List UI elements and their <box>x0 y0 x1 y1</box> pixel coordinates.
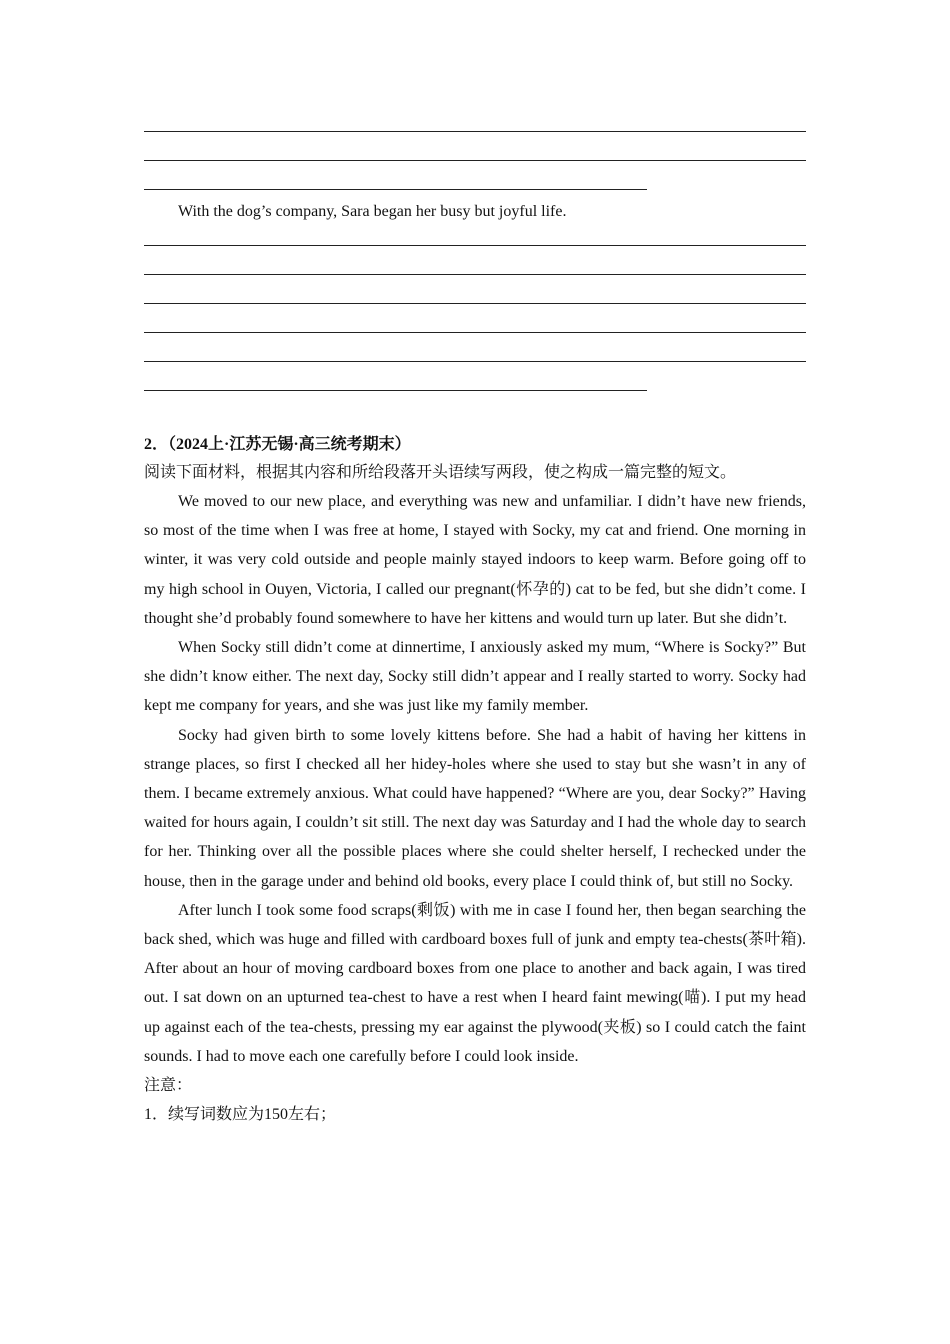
question-block <box>144 432 806 1129</box>
answer-line <box>144 160 806 161</box>
passage-paragraph: We moved to our new place, and everything was new and unfamiliar. I didn’t have new friends, so most of the time when I was free at home, I stayed with Socky, my cat and friend. One morning in winter, it was very cold outside and people mainly stayed indoors to keep warm. Before going off to my high school in Ouyen, Victoria, I called our pregnant(怀孕的) cat to be fed, but she didn’t come. I thought she’d probably found somewhere to have her kittens and would turn up later. But she didn’t. <box>144 493 806 627</box>
answer-line <box>144 274 806 275</box>
answer-line <box>144 131 806 132</box>
paragraph-opening: With the dog’s company, Sara began her busy but joyful life. <box>178 203 567 220</box>
question-instruction: 阅读下面材料，根据其内容和所给段落开头语续写两段，使之构成一篇完整的短文。 <box>144 464 737 481</box>
question-header: 2．（2024上·江苏无锡·高三统考期末） <box>144 436 411 453</box>
answer-line <box>144 332 806 333</box>
answer-line <box>144 390 647 391</box>
note-item: 1．续写词数应为150左右； <box>144 1106 337 1124</box>
notes-title: 注意： <box>144 1077 193 1095</box>
answer-line <box>144 245 806 246</box>
answer-line <box>144 189 647 190</box>
passage-paragraph: Socky had given birth to some lovely kittens before. She had a habit of having her kittens in strange places, so first I checked all her hidey-holes where she used to stay but she wasn’t in any of them. I became extremely anxious. What could have happened? “Where are you, dear Socky?” Having waited for hours again, I couldn’t sit still. The next day was Saturday and I had the whole day to search for her. Thinking over all the possible places where she could shelter herself, I rechecked under the house, then in the garage under and behind old books, every place I could think of, but still no Socky. <box>144 726 806 890</box>
answer-line <box>144 303 806 304</box>
passage-paragraph: When Socky still didn’t come at dinnertime, I anxiously asked my mum, “Where is Socky?” But she didn’t know either. The next day, Socky still didn’t appear and I really started to worry. Socky had kept me company for years, and she was just like my family member. <box>144 639 806 715</box>
answer-line <box>144 361 806 362</box>
passage-paragraph: After lunch I took some food scraps(剩饭) with me in case I found her, then began searching the back shed, which was huge and filled with cardboard boxes full of junk and empty tea-chests(茶叶箱). After about an hour of moving cardboard boxes from one place to another and back again, I was tired out. I sat down on an upturned tea-chest to have a rest when I heard faint mewing(喵). I put my head up against each of the tea-chests, pressing my ear against the plywood(夹板) so I could catch the faint sounds. I had to move each one carefully before I could look inside. <box>144 901 806 1065</box>
